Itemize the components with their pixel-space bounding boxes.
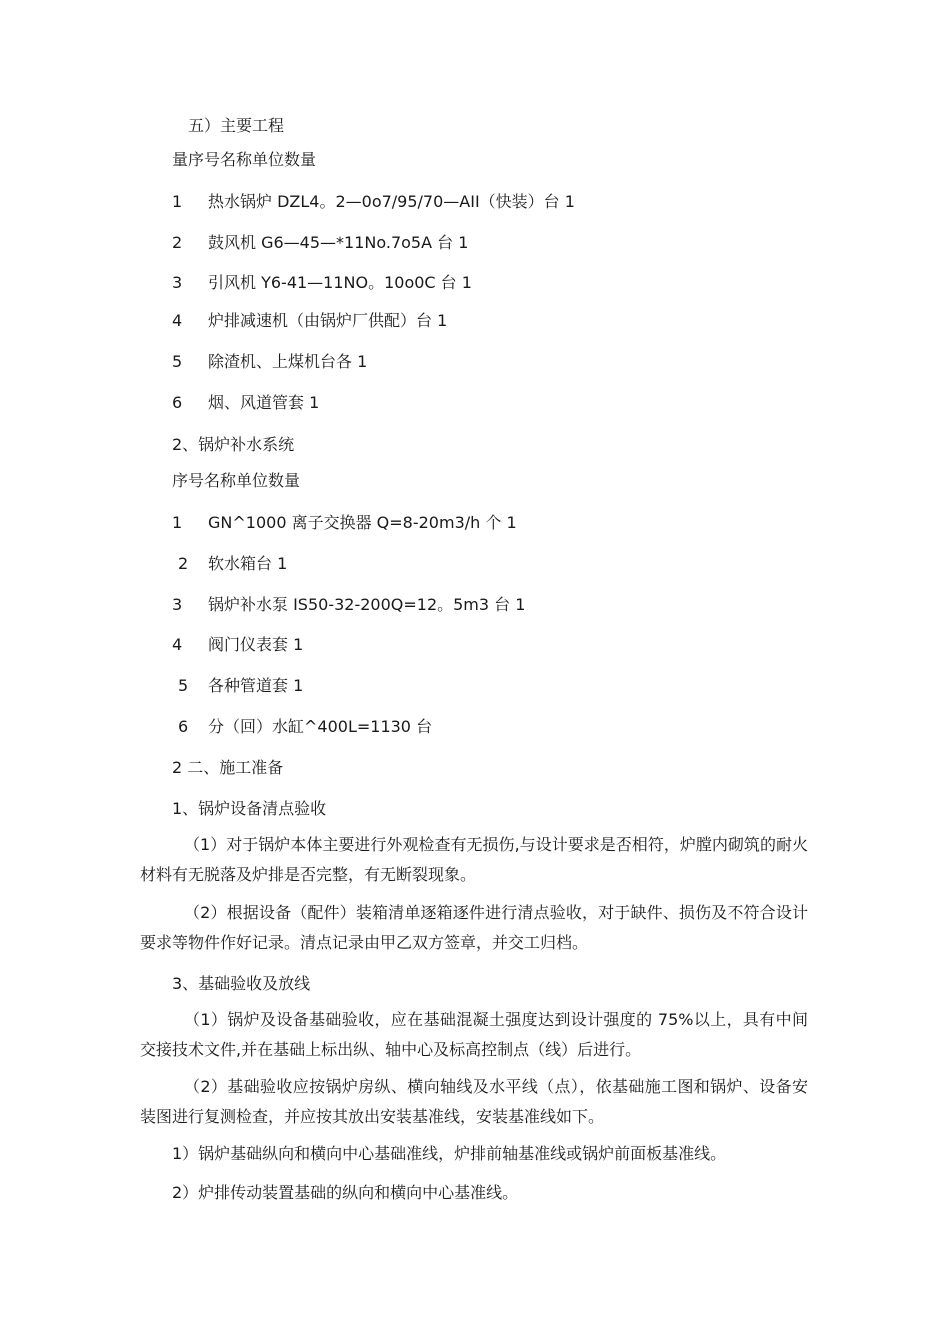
table2-row (172, 513, 517, 533)
row-text: 热水锅炉 DZL4。2—0o7/95/70—AII（快装）台 1 (208, 192, 575, 211)
row-text: 阀门仪表套 1 (208, 635, 304, 654)
table1-row (172, 352, 367, 372)
row-number: 2 (178, 554, 189, 573)
subsection-title-equipment-check: 1、锅炉设备清点验收 (172, 799, 327, 818)
table1-row (172, 192, 575, 212)
table1-row (172, 273, 472, 293)
paragraph-equipment-counting: （2）根据设备（配件）装箱清单逐箱逐件进行清点验收，对于缺件、损伤及不符合设计要求等物件作好记录。清点记录由甲乙双方签章，并交工归档。 (140, 903, 808, 952)
row-number: 5 (172, 352, 183, 371)
row-number: 4 (172, 635, 183, 654)
row-number: 4 (172, 311, 183, 330)
table1-row (172, 233, 468, 253)
row-number: 6 (178, 717, 189, 736)
row-number: 1 (172, 192, 183, 211)
table1-row (172, 393, 319, 413)
table2-row (178, 676, 303, 696)
paragraph-equipment-inspection: （1）对于锅炉本体主要进行外观检查有无损伤,与设计要求是否相符，炉膛内砌筑的耐火材料有无脱落及炉排是否完整，有无断裂现象。 (140, 835, 808, 884)
row-number: 5 (178, 676, 189, 695)
row-text: 各种管道套 1 (208, 676, 304, 695)
row-text: 分（回）水缸^400L=1130 台 (208, 717, 433, 736)
table1-header: 量序号名称单位数量 (172, 150, 317, 169)
table2-row (172, 595, 525, 615)
table1-row (172, 311, 447, 331)
row-text: 除渣机、上煤机台各 1 (208, 352, 368, 371)
row-number: 2 (172, 233, 183, 252)
paragraph-foundation-survey: （2）基础验收应按锅炉房纵、横向轴线及水平线（点），依基础施工图和锅炉、设备安装图进行复测检查，并应按其放出安装基准线，安装基准线如下。 (140, 1077, 808, 1126)
row-text: GN^1000 离子交换器 Q=8-20m3/h 个 1 (208, 513, 517, 532)
row-text: 鼓风机 G6—45—*11No.7o5A 台 1 (208, 233, 469, 252)
row-text: 锅炉补水泵 IS50-32-200Q=12。5m3 台 1 (208, 595, 526, 614)
list-item-baseline-2: 2）炉排传动装置基础的纵向和横向中心基准线。 (172, 1183, 519, 1202)
section-title-main-works: 五）主要工程 (188, 116, 285, 135)
table2-header: 序号名称单位数量 (172, 471, 301, 490)
row-text: 烟、风道管套 1 (208, 393, 320, 412)
row-number: 3 (172, 595, 183, 614)
table2-row (172, 635, 303, 655)
chapter-title-construction-prep: 2 二、施工准备 (172, 758, 284, 777)
section-title-water-system: 2、锅炉补水系统 (172, 435, 295, 454)
list-item-baseline-1: 1）锅炉基础纵向和横向中心基础准线，炉排前轴基准线或锅炉前面板基准线。 (172, 1144, 727, 1163)
paragraph-foundation-acceptance: （1）锅炉及设备基础验收，应在基础混凝土强度达到设计强度的 75%以上，具有中间交接技术文件,并在基础上标出纵、轴中心及标高控制点（线）后进行。 (140, 1010, 808, 1059)
subsection-title-foundation: 3、基础验收及放线 (172, 974, 311, 993)
row-text: 软水箱台 1 (208, 554, 288, 573)
row-number: 6 (172, 393, 183, 412)
row-number: 3 (172, 273, 183, 292)
table2-row (178, 554, 287, 574)
row-text: 炉排减速机（由锅炉厂供配）台 1 (208, 311, 448, 330)
row-text: 引风机 Y6-41—11NO。10o0C 台 1 (208, 273, 472, 292)
table2-row (178, 717, 432, 737)
row-number: 1 (172, 513, 183, 532)
